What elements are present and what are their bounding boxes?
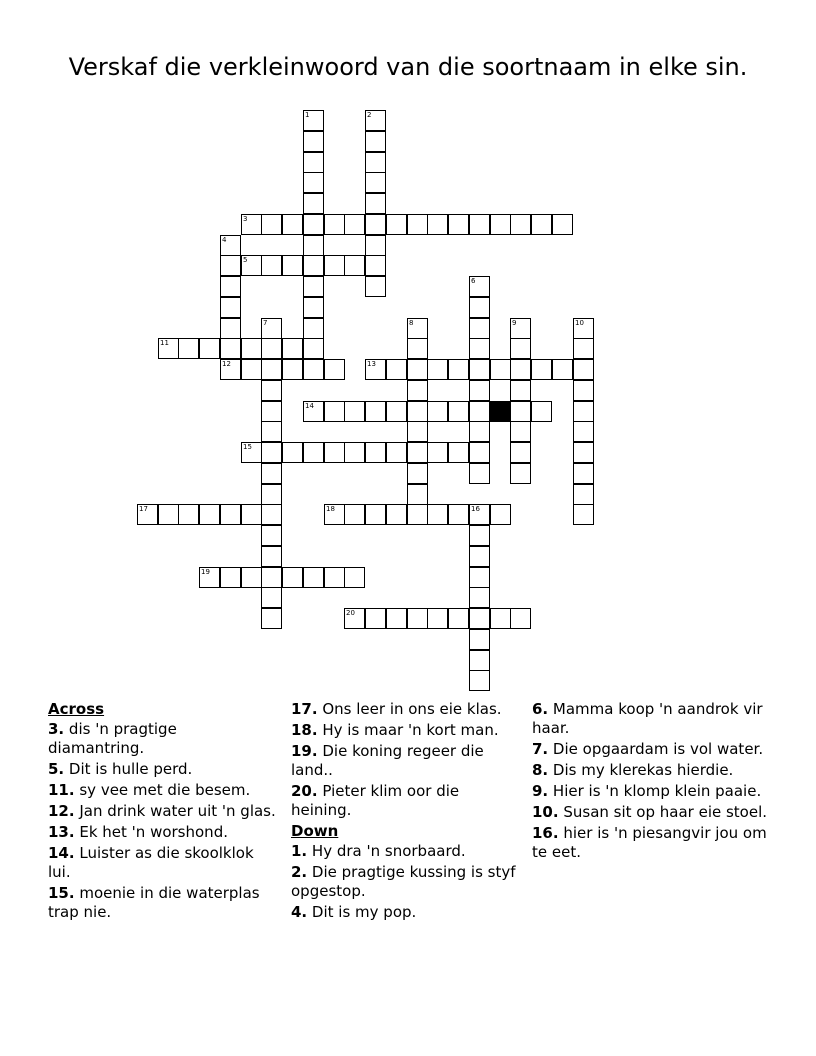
grid-cell[interactable] (531, 214, 552, 235)
grid-cell[interactable] (344, 504, 365, 525)
grid-cell[interactable] (344, 567, 365, 588)
clue-text: Dit is hulle perd. (68, 760, 193, 778)
grid-cell[interactable] (469, 650, 490, 671)
grid-cell[interactable] (303, 214, 324, 235)
grid-cell[interactable] (469, 297, 490, 318)
grid-cell[interactable] (531, 359, 552, 380)
clue-item (532, 824, 768, 862)
grid-cell[interactable] (303, 110, 324, 131)
clue-number: 17. (291, 700, 318, 718)
clue-number: 13. (48, 823, 75, 841)
grid-cell[interactable] (303, 276, 324, 297)
grid-cell[interactable] (407, 338, 428, 359)
grid-cell[interactable] (469, 380, 490, 401)
down-heading: Down (291, 822, 339, 840)
grid-cell[interactable] (220, 504, 241, 525)
grid-cell[interactable] (365, 110, 386, 131)
grid-cell[interactable] (303, 318, 324, 339)
grid-cell[interactable] (469, 421, 490, 442)
grid-cell[interactable] (573, 359, 594, 380)
grid-cell[interactable] (427, 359, 448, 380)
grid-cell[interactable] (241, 359, 262, 380)
clue-number: 15. (48, 884, 75, 902)
cell-number: 12 (222, 360, 231, 368)
grid-cell[interactable] (427, 442, 448, 463)
grid-cell[interactable] (261, 255, 282, 276)
clue-item (48, 720, 276, 758)
clue-item (48, 823, 276, 842)
clue-number: 4. (291, 903, 308, 921)
grid-cell[interactable] (282, 359, 303, 380)
grid-cell[interactable] (469, 214, 490, 235)
grid-cell[interactable] (407, 401, 428, 422)
cell-number: 3 (243, 215, 248, 223)
grid-cell[interactable] (490, 359, 511, 380)
grid-cell[interactable] (282, 255, 303, 276)
grid-cell[interactable] (178, 504, 199, 525)
clue-number: 2. (291, 863, 308, 881)
grid-cell[interactable] (386, 359, 407, 380)
clue-number: 18. (291, 721, 318, 739)
grid-cell[interactable] (324, 504, 345, 525)
clue-item (291, 863, 519, 901)
grid-cell[interactable] (573, 380, 594, 401)
grid-cell[interactable] (448, 214, 469, 235)
grid-cell[interactable] (427, 608, 448, 629)
grid-cell[interactable] (241, 504, 262, 525)
clue-number: 11. (48, 781, 75, 799)
grid-cell[interactable] (303, 442, 324, 463)
grid-cell[interactable] (282, 214, 303, 235)
grid-cell[interactable] (490, 608, 511, 629)
grid-cell[interactable] (490, 504, 511, 525)
grid-cell[interactable] (365, 442, 386, 463)
grid-cell[interactable] (303, 131, 324, 152)
clue-text: Luister as die skoolklok lui. (48, 844, 254, 881)
grid-cell[interactable] (469, 546, 490, 567)
grid-cell[interactable] (407, 484, 428, 505)
grid-cell[interactable] (261, 359, 282, 380)
grid-cell[interactable] (261, 608, 282, 629)
grid-cell[interactable] (365, 235, 386, 256)
clue-text: Dit is my pop. (311, 903, 417, 921)
grid-cell[interactable] (365, 193, 386, 214)
cell-number: 17 (139, 505, 148, 513)
cell-number: 20 (346, 609, 355, 617)
clue-number: 14. (48, 844, 75, 862)
clue-item (532, 761, 768, 780)
grid-cell[interactable] (365, 401, 386, 422)
grid-cell[interactable] (573, 484, 594, 505)
cell-number: 1 (305, 111, 310, 119)
grid-cell[interactable] (261, 318, 282, 339)
grid-cell[interactable] (448, 401, 469, 422)
grid-cell[interactable] (241, 442, 262, 463)
grid-cell[interactable] (573, 318, 594, 339)
clues-column-3 (532, 700, 768, 864)
grid-cell[interactable] (448, 359, 469, 380)
clue-number: 20. (291, 782, 318, 800)
grid-cell[interactable] (303, 152, 324, 173)
grid-cell[interactable] (490, 214, 511, 235)
clue-text: Dis my klerekas hierdie. (552, 761, 734, 779)
grid-cell[interactable] (573, 463, 594, 484)
clue-text: sy vee met die besem. (79, 781, 251, 799)
clue-item (532, 782, 768, 801)
clue-item (48, 781, 276, 800)
grid-cell[interactable] (510, 608, 531, 629)
clue-text: Die koning regeer die land.. (291, 742, 484, 779)
clue-item (291, 842, 519, 861)
grid-cell[interactable] (261, 214, 282, 235)
grid-cell[interactable] (573, 338, 594, 359)
grid-cell[interactable] (407, 421, 428, 442)
grid-cell[interactable] (469, 442, 490, 463)
grid-cell[interactable] (386, 214, 407, 235)
grid-cell[interactable] (365, 359, 386, 380)
grid-cell[interactable] (241, 255, 262, 276)
grid-cell[interactable] (220, 359, 241, 380)
grid-cell[interactable] (220, 318, 241, 339)
grid-cell[interactable] (510, 380, 531, 401)
grid-cell[interactable] (469, 670, 490, 691)
grid-cell[interactable] (407, 318, 428, 339)
grid-cell[interactable] (241, 338, 262, 359)
grid-cell[interactable] (552, 214, 573, 235)
grid-cell[interactable] (282, 567, 303, 588)
cell-number: 13 (367, 360, 376, 368)
grid-cell[interactable] (407, 504, 428, 525)
grid-cell[interactable] (469, 463, 490, 484)
grid-cell[interactable] (220, 338, 241, 359)
clue-number: 10. (532, 803, 559, 821)
grid-cell[interactable] (448, 608, 469, 629)
clue-item (291, 782, 519, 820)
grid-cell[interactable] (573, 401, 594, 422)
clue-text: Hy dra 'n snorbaard. (311, 842, 466, 860)
cell-number: 5 (243, 256, 248, 264)
clue-text: Hy is maar 'n kort man. (322, 721, 499, 739)
clue-text: Jan drink water uit 'n glas. (79, 802, 276, 820)
grid-cell[interactable] (261, 338, 282, 359)
grid-cell[interactable] (469, 504, 490, 525)
grid-cell[interactable] (303, 255, 324, 276)
grid-cell[interactable] (261, 442, 282, 463)
black-cell (490, 401, 511, 422)
grid-cell[interactable] (469, 359, 490, 380)
clue-number: 1. (291, 842, 308, 860)
clue-text: Die opgaardam is vol water. (552, 740, 764, 758)
grid-cell[interactable] (510, 338, 531, 359)
cell-number: 8 (409, 319, 414, 327)
grid-cell[interactable] (469, 629, 490, 650)
clue-item (532, 700, 768, 738)
grid-cell[interactable] (303, 567, 324, 588)
across-heading: Across (48, 700, 105, 718)
grid-cell[interactable] (282, 338, 303, 359)
grid-cell[interactable] (324, 442, 345, 463)
clue-text: Die pragtige kussing is styf opgestop. (291, 863, 516, 900)
grid-cell[interactable] (365, 276, 386, 297)
grid-cell[interactable] (220, 255, 241, 276)
clue-text: Ek het 'n worshond. (79, 823, 228, 841)
grid-cell[interactable] (303, 193, 324, 214)
clue-item (291, 742, 519, 780)
grid-cell[interactable] (386, 608, 407, 629)
clue-number: 3. (48, 720, 65, 738)
cell-number: 18 (326, 505, 335, 513)
grid-cell[interactable] (573, 421, 594, 442)
page-title: Verskaf die verkleinwoord van die soortnaam in elke sin. (68, 53, 748, 81)
grid-cell[interactable] (510, 214, 531, 235)
clue-number: 6. (532, 700, 549, 718)
grid-cell[interactable] (261, 484, 282, 505)
clue-text: moenie in die waterplas trap nie. (48, 884, 260, 921)
clue-item (48, 802, 276, 821)
clue-item (291, 903, 519, 922)
grid-cell[interactable] (510, 421, 531, 442)
grid-cell[interactable] (407, 359, 428, 380)
grid-cell[interactable] (344, 608, 365, 629)
clue-number: 9. (532, 782, 549, 800)
grid-cell[interactable] (344, 255, 365, 276)
clue-item (291, 700, 519, 719)
clues-column-2 (291, 700, 519, 924)
grid-cell[interactable] (344, 442, 365, 463)
grid-cell[interactable] (365, 131, 386, 152)
grid-cell[interactable] (448, 442, 469, 463)
grid-cell[interactable] (365, 255, 386, 276)
grid-cell[interactable] (261, 463, 282, 484)
grid-cell[interactable] (324, 401, 345, 422)
grid-cell[interactable] (241, 214, 262, 235)
grid-cell[interactable] (199, 567, 220, 588)
grid-cell[interactable] (427, 401, 448, 422)
grid-cell[interactable] (220, 297, 241, 318)
cell-number: 6 (471, 277, 476, 285)
grid-cell[interactable] (386, 442, 407, 463)
grid-cell[interactable] (199, 504, 220, 525)
grid-cell[interactable] (573, 442, 594, 463)
grid-cell[interactable] (448, 504, 469, 525)
clue-text: Ons leer in ons eie klas. (322, 700, 502, 718)
clue-text: Hier is 'n klomp klein paaie. (552, 782, 762, 800)
clue-item (48, 884, 276, 922)
grid-cell[interactable] (510, 463, 531, 484)
clue-number: 16. (532, 824, 559, 842)
grid-cell[interactable] (303, 297, 324, 318)
cell-number: 14 (305, 402, 314, 410)
cell-number: 16 (471, 505, 480, 513)
grid-cell[interactable] (178, 338, 199, 359)
grid-cell[interactable] (303, 235, 324, 256)
grid-cell[interactable] (261, 567, 282, 588)
grid-cell[interactable] (427, 214, 448, 235)
cell-number: 19 (201, 568, 210, 576)
grid-cell[interactable] (365, 504, 386, 525)
grid-cell[interactable] (220, 567, 241, 588)
grid-cell[interactable] (261, 587, 282, 608)
grid-cell[interactable] (386, 504, 407, 525)
grid-cell[interactable] (573, 504, 594, 525)
grid-cell[interactable] (324, 359, 345, 380)
clue-item (532, 740, 768, 759)
grid-cell[interactable] (261, 504, 282, 525)
cell-number: 4 (222, 236, 227, 244)
grid-cell[interactable] (261, 525, 282, 546)
grid-cell[interactable] (469, 608, 490, 629)
clue-number: 12. (48, 802, 75, 820)
cell-number: 2 (367, 111, 372, 119)
grid-cell[interactable] (407, 608, 428, 629)
grid-cell[interactable] (365, 152, 386, 173)
grid-cell[interactable] (365, 172, 386, 193)
grid-cell[interactable] (261, 421, 282, 442)
grid-cell[interactable] (344, 214, 365, 235)
grid-cell[interactable] (469, 587, 490, 608)
grid-cell[interactable] (199, 338, 220, 359)
clue-item (48, 844, 276, 882)
clue-text: dis 'n pragtige diamantring. (48, 720, 177, 757)
clues-column-1 (48, 700, 276, 924)
grid-cell[interactable] (469, 525, 490, 546)
grid-cell[interactable] (510, 442, 531, 463)
clue-number: 5. (48, 760, 65, 778)
grid-cell[interactable] (344, 401, 365, 422)
clue-number: 19. (291, 742, 318, 760)
cell-number: 15 (243, 443, 252, 451)
grid-cell[interactable] (261, 546, 282, 567)
grid-cell[interactable] (365, 608, 386, 629)
clue-item (291, 721, 519, 740)
grid-cell[interactable] (241, 567, 262, 588)
clue-item (532, 803, 768, 822)
grid-cell[interactable] (407, 380, 428, 401)
grid-cell[interactable] (220, 276, 241, 297)
cell-number: 10 (575, 319, 584, 327)
grid-cell[interactable] (324, 567, 345, 588)
grid-cell[interactable] (303, 172, 324, 193)
grid-cell[interactable] (386, 401, 407, 422)
grid-cell[interactable] (469, 338, 490, 359)
grid-cell[interactable] (261, 380, 282, 401)
grid-cell[interactable] (407, 214, 428, 235)
clue-item (48, 760, 276, 779)
grid-cell[interactable] (158, 338, 179, 359)
grid-cell[interactable] (407, 442, 428, 463)
grid-cell[interactable] (531, 401, 552, 422)
cell-number: 9 (512, 319, 517, 327)
grid-cell[interactable] (137, 504, 158, 525)
cell-number: 7 (263, 319, 268, 327)
grid-cell[interactable] (303, 359, 324, 380)
grid-cell[interactable] (365, 214, 386, 235)
grid-cell[interactable] (303, 401, 324, 422)
grid-cell[interactable] (282, 442, 303, 463)
grid-cell[interactable] (510, 359, 531, 380)
grid-cell[interactable] (469, 318, 490, 339)
grid-cell[interactable] (510, 318, 531, 339)
grid-cell[interactable] (469, 276, 490, 297)
grid-cell[interactable] (158, 504, 179, 525)
grid-cell[interactable] (261, 401, 282, 422)
grid-cell[interactable] (552, 359, 573, 380)
clue-text: Pieter klim oor die heining. (291, 782, 460, 819)
grid-cell[interactable] (510, 401, 531, 422)
grid-cell[interactable] (469, 567, 490, 588)
grid-cell[interactable] (324, 255, 345, 276)
clue-text: Mamma koop 'n aandrok vir haar. (532, 700, 763, 737)
grid-cell[interactable] (427, 504, 448, 525)
grid-cell[interactable] (220, 235, 241, 256)
clue-text: hier is 'n piesangvir jou om te eet. (532, 824, 767, 861)
clue-text: Susan sit op haar eie stoel. (563, 803, 768, 821)
clue-number: 7. (532, 740, 549, 758)
grid-cell[interactable] (407, 463, 428, 484)
grid-cell[interactable] (469, 401, 490, 422)
clue-number: 8. (532, 761, 549, 779)
cell-number: 11 (160, 339, 169, 347)
grid-cell[interactable] (303, 338, 324, 359)
grid-cell[interactable] (324, 214, 345, 235)
